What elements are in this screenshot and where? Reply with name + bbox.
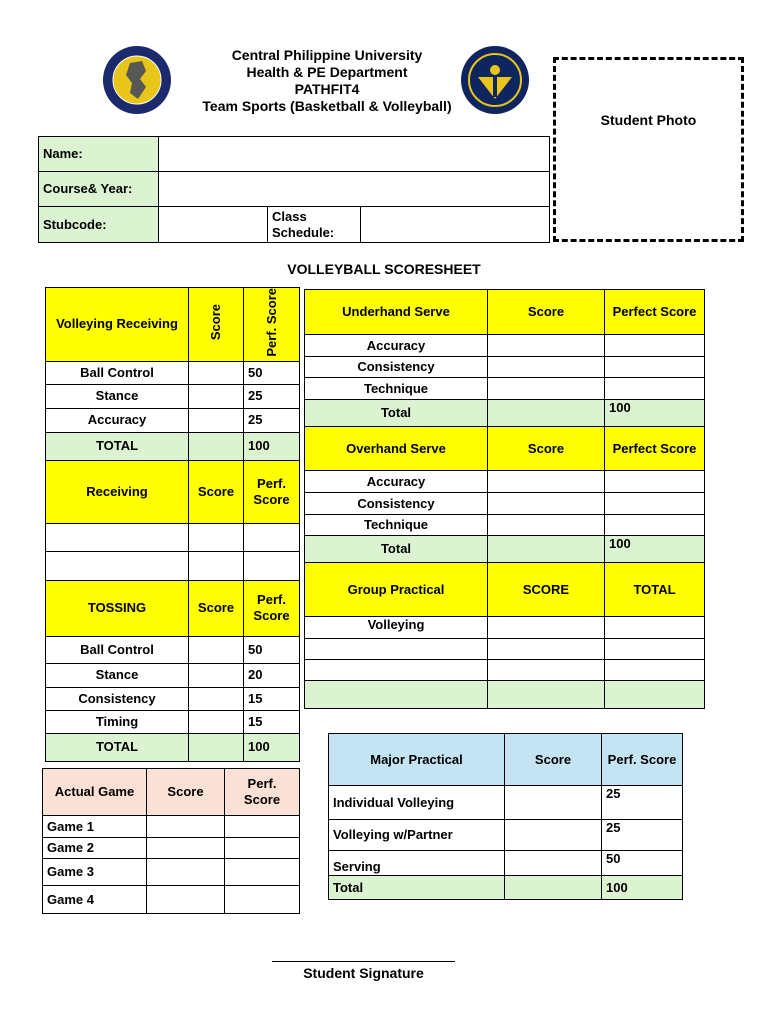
table-row-label: Individual Volleying xyxy=(329,786,505,820)
perf-cell: 25 xyxy=(244,384,300,408)
score-cell[interactable] xyxy=(505,876,602,900)
table-row-label: Game 4 xyxy=(43,886,147,914)
perf-cell[interactable] xyxy=(605,493,705,515)
table-row-label: Volleying w/Partner xyxy=(329,820,505,851)
cpu-seal-logo xyxy=(102,45,172,115)
total-cell[interactable] xyxy=(605,681,705,709)
table-row-label: Consistency xyxy=(305,357,488,378)
score-cell[interactable] xyxy=(147,838,225,859)
score-header: Score xyxy=(488,427,605,471)
university-name: Central Philippine University xyxy=(231,47,423,63)
underhand-serve-header: Underhand Serve xyxy=(305,290,488,335)
student-info-table xyxy=(38,136,550,243)
table-row-label: Accuracy xyxy=(46,408,189,432)
table-row-label: Stance xyxy=(46,384,189,408)
perf-score-header: Perf. Score xyxy=(244,460,300,523)
student-signature-label: Student Signature xyxy=(303,965,424,981)
perf-cell[interactable] xyxy=(244,551,300,580)
actual-game-table xyxy=(42,768,300,914)
perf-cell: 25 xyxy=(244,408,300,432)
total-header: TOTAL xyxy=(605,563,705,617)
score-cell[interactable] xyxy=(488,400,605,427)
score-cell[interactable] xyxy=(488,536,605,563)
perf-cell: 50 xyxy=(244,636,300,663)
table-row-label: Consistency xyxy=(46,687,189,710)
score-cell[interactable] xyxy=(488,639,605,660)
table-row-label: Technique xyxy=(305,515,488,536)
table-row-label: Ball Control xyxy=(46,636,189,663)
total-perf: 100 xyxy=(244,733,300,761)
score-header: Score xyxy=(189,288,244,362)
perf-cell[interactable] xyxy=(605,357,705,378)
overhand-serve-header: Overhand Serve xyxy=(305,427,488,471)
score-cell[interactable] xyxy=(488,378,605,400)
header-block xyxy=(180,47,474,115)
score-cell[interactable] xyxy=(189,408,244,432)
perf-cell: 25 xyxy=(602,820,683,851)
score-cell[interactable] xyxy=(189,687,244,710)
major-practical-table xyxy=(328,733,683,900)
perf-cell[interactable] xyxy=(225,886,300,914)
course-code: PATHFIT4 xyxy=(294,81,360,97)
table-row-label: Ball Control xyxy=(46,361,189,384)
total-cell[interactable] xyxy=(605,639,705,660)
score-cell[interactable] xyxy=(488,617,605,639)
score-header: Score xyxy=(189,460,244,523)
table-row-label: Game 2 xyxy=(43,838,147,859)
score-cell[interactable] xyxy=(488,515,605,536)
total-perf: 100 xyxy=(605,400,705,427)
score-cell[interactable] xyxy=(147,886,225,914)
total-label: TOTAL xyxy=(46,733,189,761)
total-label: Total xyxy=(305,400,488,427)
volleying-receiving-table xyxy=(45,287,300,762)
score-cell[interactable] xyxy=(147,816,225,838)
perf-cell[interactable] xyxy=(605,335,705,357)
receiving-header: Receiving xyxy=(46,460,189,523)
table-row-label: Technique xyxy=(305,378,488,400)
perf-score-header: Perf. Score xyxy=(244,580,300,636)
score-cell[interactable] xyxy=(189,361,244,384)
perf-score-header: Perf. Score xyxy=(225,769,300,816)
perf-cell[interactable] xyxy=(605,515,705,536)
table-row-label: Accuracy xyxy=(305,471,488,493)
table-row-label: Stance xyxy=(46,663,189,687)
table-row-label[interactable] xyxy=(46,551,189,580)
actual-game-header: Actual Game xyxy=(43,769,147,816)
total-cell[interactable] xyxy=(605,660,705,681)
score-cell[interactable] xyxy=(189,551,244,580)
score-cell[interactable] xyxy=(147,859,225,886)
table-row-label[interactable] xyxy=(46,523,189,551)
stubcode-field[interactable] xyxy=(159,207,268,243)
score-cell[interactable] xyxy=(189,733,244,761)
score-header: Score xyxy=(505,734,602,786)
student-photo-label: Student Photo xyxy=(600,111,697,128)
table-row-label[interactable] xyxy=(305,639,488,660)
total-cell[interactable] xyxy=(605,617,705,639)
perf-cell[interactable] xyxy=(225,838,300,859)
name-label: Name: xyxy=(39,137,159,172)
department-name: Health & PE Department xyxy=(246,64,408,80)
total-perf: 100 xyxy=(605,536,705,563)
table-row-label: Consistency xyxy=(305,493,488,515)
table-row-label: Game 1 xyxy=(43,816,147,838)
score-cell[interactable] xyxy=(488,660,605,681)
perf-score-header: Perf. Score xyxy=(602,734,683,786)
score-cell[interactable] xyxy=(505,851,602,876)
name-field[interactable] xyxy=(159,137,550,172)
score-cell[interactable] xyxy=(505,786,602,820)
tossing-header: TOSSING xyxy=(46,580,189,636)
perf-cell: 15 xyxy=(244,687,300,710)
table-row-label[interactable] xyxy=(305,660,488,681)
perf-cell: 50 xyxy=(602,851,683,876)
score-cell[interactable] xyxy=(488,681,605,709)
perf-cell[interactable] xyxy=(605,378,705,400)
table-row-label: Accuracy xyxy=(305,335,488,357)
score-cell[interactable] xyxy=(505,820,602,851)
table-row-label: Timing xyxy=(46,710,189,733)
score-cell[interactable] xyxy=(488,357,605,378)
perfect-score-header: Perfect Score xyxy=(605,290,705,335)
course-title: Team Sports (Basketball & Volleyball) xyxy=(202,98,452,114)
score-header: Score xyxy=(147,769,225,816)
perf-cell[interactable] xyxy=(244,523,300,551)
student-photo-box xyxy=(553,57,744,242)
sheet-title: VOLLEYBALL SCORESHEET xyxy=(287,261,481,277)
perf-cell: 25 xyxy=(602,786,683,820)
score-cell[interactable] xyxy=(189,432,244,460)
score-header: Score xyxy=(189,580,244,636)
course-year-label: Course& Year: xyxy=(39,172,159,207)
perf-cell[interactable] xyxy=(605,471,705,493)
class-schedule-field[interactable] xyxy=(361,207,550,243)
volleying-receiving-header: Volleying Receiving xyxy=(46,288,189,362)
table-row-label: Serving xyxy=(329,851,505,876)
score-cell[interactable] xyxy=(189,636,244,663)
score-cell[interactable] xyxy=(189,663,244,687)
table-row-label: Volleying xyxy=(305,617,488,639)
table-row-label: Game 3 xyxy=(43,859,147,886)
group-practical-header: Group Practical xyxy=(305,563,488,617)
score-cell[interactable] xyxy=(189,523,244,551)
perf-score-header: Perf. Score xyxy=(244,288,300,362)
major-practical-header: Major Practical xyxy=(329,734,505,786)
stubcode-label: Stubcode: xyxy=(39,207,159,243)
total-label: TOTAL xyxy=(46,432,189,460)
perfect-score-header: Perfect Score xyxy=(605,427,705,471)
hpe-department-logo xyxy=(460,45,530,115)
class-schedule-label: Class Schedule: xyxy=(268,207,361,243)
total-label: Total xyxy=(305,536,488,563)
perf-cell[interactable] xyxy=(225,816,300,838)
signature-line[interactable] xyxy=(272,961,455,962)
course-year-field[interactable] xyxy=(159,172,550,207)
score-cell[interactable] xyxy=(488,471,605,493)
score-header: Score xyxy=(488,290,605,335)
perf-cell: 20 xyxy=(244,663,300,687)
score-cell[interactable] xyxy=(488,335,605,357)
perf-cell: 50 xyxy=(244,361,300,384)
score-cell[interactable] xyxy=(189,710,244,733)
total-perf: 100 xyxy=(244,432,300,460)
total-label: Total xyxy=(329,876,505,900)
serves-table xyxy=(304,289,705,709)
perf-cell[interactable] xyxy=(225,859,300,886)
perf-cell: 15 xyxy=(244,710,300,733)
score-cell[interactable] xyxy=(189,384,244,408)
score-cell[interactable] xyxy=(488,493,605,515)
total-perf: 100 xyxy=(602,876,683,900)
total-label[interactable] xyxy=(305,681,488,709)
score-header: SCORE xyxy=(488,563,605,617)
